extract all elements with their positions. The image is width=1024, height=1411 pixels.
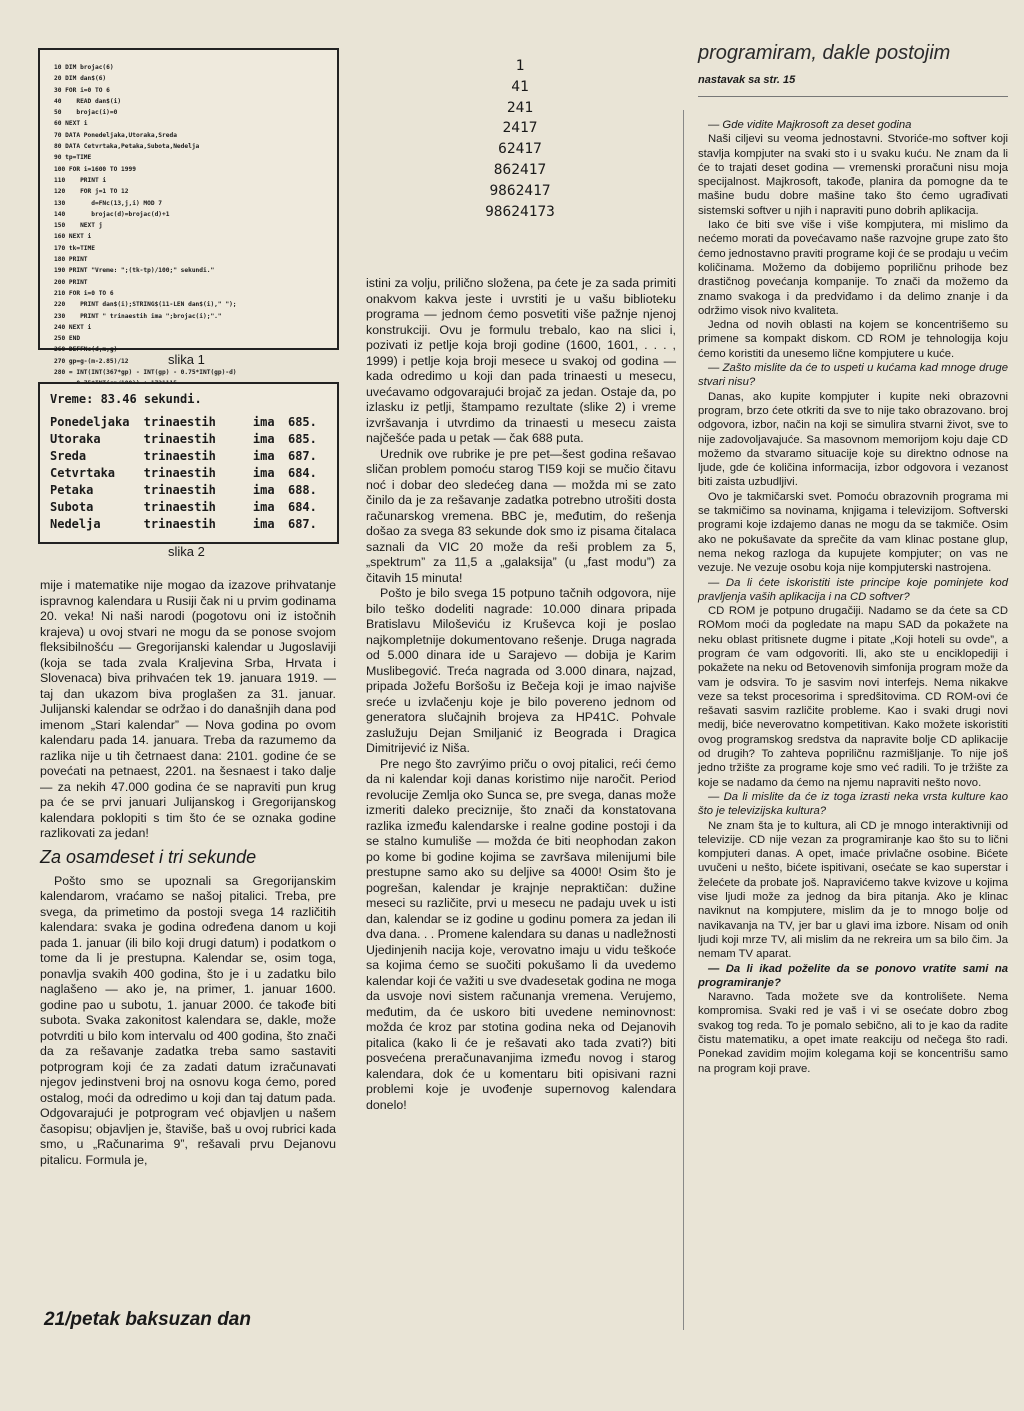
question-1: — Gde vidite Majkrosoft za deset godina [708, 119, 912, 131]
listing-line: 160 NEXT i [54, 233, 92, 241]
listing-line: 230 PRINT " trinaestih ima ";brojac(i);"." [54, 312, 222, 320]
listing-line: 100 FOR i=1600 TO 1999 [54, 165, 136, 173]
results-ima: ima [252, 517, 275, 531]
figure-caption-1: slika 1 [168, 352, 205, 367]
results-day: Subota [50, 500, 94, 514]
listing-line: 50 brojac(i)=0 [54, 109, 118, 117]
question-2: — Zašto mislite da će to uspeti u kućama kad mnoge druge stvari nisu? [698, 362, 1008, 389]
listing-line: 150 NEXT j [54, 222, 103, 230]
results-count: 684. [287, 466, 317, 480]
answer-3: CD ROM je potpuno drugačiji. Nadamo se da ćete sa CD ROMom moći da pogledate na mapu SAD da pokažete na neku oblast pritisnete dugme i pitate „Koji hoteli su ovde”, a program će vam odgovoriti. Ili, ako ste u enciklopediji i pokažete na neku od Betovenovih simfonija program može da vam je odsvira. To je sasvim novi interfejs. Nema nikakve veze sa tekst procesorima i spredšitovima. CD ROM-ovi će rešavati sasvim različite probleme. Kao i svaki drugi novi medij, biće neverovatno kompetitivan. Kako možete iskoristiti ovog programskog sredstva da napravite bolje CD aplikacije od drugih? To zahteva popriličnu razmišljanje. To nije još jedno tržište za programe koje smo već radili. To je tržište za koje se nadamo da ćemo na njemu napraviti nešto novo. [698, 605, 1008, 789]
results-ima: ima [252, 483, 275, 497]
results-count: 685. [287, 415, 317, 429]
listing-line: 170 tk=TIME [54, 244, 95, 252]
listing-line: 60 NEXT i [54, 120, 88, 128]
results-ima: ima [252, 449, 275, 463]
results-ima: ima [252, 500, 275, 514]
pyramid-row: 41 [511, 78, 529, 95]
figure-caption-2: slika 2 [168, 544, 205, 559]
listing-line: 210 FOR i=0 TO 6 [54, 289, 114, 297]
middle-paragraph-3: Pošto je bilo svega 15 potpuno tačnih odgovora, nije bilo teško dodeliti nagrade: 10.000 dinara pripada Bratislavu Miloševiću iz Kruševca koji je poslao najkompletnije dokumentovano rešenje. Druga nagrada od 5.000 dinara ide u Sarajevo — dobija je Karim Muslibegović. Treća nagrada od 3.000 dinara, najzad, pripada Jožefu Boršošu iz Bečeja koji je imao najviše sreće u izvlačenju koje je bilo povereno jednom od generatora slučajnih brojeva za HP41C. Pohvale zaslužuju Dejan Smiljanić iz Beograda i Dragica Dimitrijević iz Niša. [366, 586, 676, 755]
listing-line: 90 tp=TIME [54, 154, 92, 162]
results-count: 685. [287, 432, 317, 446]
results-ima: ima [252, 415, 275, 429]
results-count: 684. [287, 500, 317, 514]
left-column [40, 578, 336, 1168]
program-listing [40, 50, 337, 390]
listing-line: 140 brojac(d)=brojac(d)+1 [54, 210, 170, 218]
answer-1b: Iako će biti sve više i više kompjutera, mi mislimo da nećemo morati da povećavamo naše razvojne grupe zato što ćemo jednostavno praviti programe koji će se prodaju u većim količinama. Možemo da dobijemo popriličnu prihode bez drastičnog povećanja kompanije. To znači da možemo da znamo svakoga i da predviđamo i da delimo znanje i da održimo visok nivo kvaliteta. [698, 219, 1008, 317]
results-row [40, 448, 337, 465]
results-count: 688. [287, 483, 317, 497]
article-title: programiram, dakle postojim [698, 42, 951, 64]
results-day: Petaka [50, 483, 94, 497]
answer-2b: Ovo je takmičarski svet. Pomoću obrazovnih programa mi se takmičimo sa novinama, knjigama i televizijom. Softverski programi koje izdajemo danas ne mogu da se takmiče. Osim ako ne pokušavate da sprečite da vam klinac postane glup, nema nekog razloga da kupujete kompjuter; on vas ne vezuje. Ne vezuje osobu koja nije kompjuterski nastrojena. [698, 490, 1008, 575]
listing-line: 80 DATA Cetvrtaka,Petaka,Subota,Nedelja [54, 143, 200, 151]
results-count: 687. [287, 449, 317, 463]
listing-line: 260 DEFFNc(d,m,g) [54, 346, 118, 354]
pyramid-row: 98624173 [485, 203, 555, 220]
listing-line: 110 PRINT i [54, 176, 107, 184]
answer-5: Naravno. Tada možete sve da kontrolišete. Nema kompromisa. Svaki red je vaš i vi se osećate dobro zbog svakog tog reda. To je pomalo sebično, ali to je kao da radite čistu matematiku, a opet imate reakciju od nečega što radi. Ponekad zavidim mojim kolegama koji se koncentrišu samo na program koji prave. [698, 991, 1008, 1075]
results-word: trinaestih [143, 432, 216, 446]
question-5: — Da li ikad poželite da se ponovo vratite sami na programiranje? [698, 962, 1008, 989]
answer-2: Danas, ako kupite kompjuter i kupite neki obrazovni program, brzo ćete otkriti da sve to nije tako obrazovano. broj odgovora, izbor, način na koji se simulira stvarni život, sve to nije zadovoljavajuće. Sa masovnom memorijom koju daje CD možemo da stvaramo situacije koje su direktno odnose na ljude, gde će količina informacija, izbor odgovora i vezanost biti zaista uzbudljivi. [698, 390, 1008, 489]
results-word: trinaestih [143, 415, 216, 429]
listing-line: 180 PRINT [54, 256, 88, 264]
left-paragraph-2: Pošto smo se upoznali sa Gregorijanskim kalendarom, vraćamo se našoj pitalici. Treba, pre svega, da primetimo da postoji svega 14 različitih kalendara: svaka je godina određena danom u koji pada 1. januar (ili bilo koji drugi datum) i podatkom o tome da li je prestupna. Kalendar se, osim toga, ponavlja svakih 400 godina, što je i u zadatku bilo naglašeno — ako je, na primer, 1. januar 1600. godine pao u subotu, 1. januar 2000. će takođe biti subota. Svaka zakonitost kalendara se, dakle, može potvrditi u bilo kom intervalu od 400 godina, što znači da za rešavanje zadatka treba samo sastaviti potprogram koji će za zadati datum izračunavati njegov jedinstveni broj na osnovu koga ćemo, pored ostalog, moći da odredimo u koji dan taj datum pada. Odgovarajući je potprogram već objavljen u našem časopisu; objavljen je, štaviše, baš u ovoj rubrici kada smo, u „Računarima 9”, rešavali prvu Dejanovu pitalicu. Formula je, [40, 873, 336, 1167]
listing-line: 220 PRINT dan$(i);STRING$(11-LEN dan$(i)," "); [54, 301, 237, 309]
results-word: trinaestih [143, 517, 216, 531]
results-word: trinaestih [143, 483, 216, 497]
question-4: — Da li mislite da će iz toga izrasti neka vrsta kulture kao što je televizijska kultura? [698, 790, 1008, 818]
pyramid-row: 1 [515, 58, 525, 74]
middle-paragraph-4: Pre nego što zavrýimo priču o ovoj pitalici, reći ćemo da ni kalendar koji danas koristimo nije naročit. Period revolucije Zemlja oko Sunca se, pre svega, danas može izmeriti daleko preciznije, što znači da konstatovana razlika između kalendarske i realne godine postoji i da se stalno kumuliše — možda će biti neophodan zakon po kome bi godine kojima se završava milenijumi bile prestupne samo ako su deljive sa 4000! Osim što je pogrešan, kalendar je krajnje nepraktičan: dužine meseci su različite, prvi u mesecu ne padaju uvek u isti dan, kalendar se iz godine u godinu pomera za jedan ili dva dana. . . Promene kalendara su danas u nadležnosti Ujedinjenih nacija koje, verovatno imaju u vidu teškoće sa kojima ćemo se suočiti pokušamo li da uvedemo kalendar koji će važiti u sve dvadesetak godina ne moga da usvoje novi sistem računanja vremena. Verujemo, međutim, da će uskoro biti uvedene neminovnost: možda će kroz par stotina godina neka od Dejanovih pitalica (kako li će je rešavati ako tada zvati?) biti posvećena preračunavanjima između novog i starog kalendara, dok će u komentaru biti opisivani razni problemi koje je uvođenje supernovog kalendara donelo! [366, 756, 676, 1112]
results-header: Vreme: 83.46 sekundi. [50, 392, 202, 406]
next-section-heading: 21/petak baksuzan dan [44, 1309, 251, 1330]
answer-1c: Jedna od novih oblasti na kojem se koncentrišemo su primene sa kompakt diskom. CD ROM je tehnologija koju ćemo koristiti da unesemo lične kompjutere u kuće. [698, 319, 1008, 360]
results-row [40, 465, 337, 482]
results-row [40, 499, 337, 516]
results-table [40, 414, 337, 533]
pyramid-row: 62417 [498, 141, 542, 158]
results-word: trinaestih [143, 449, 216, 463]
results-word: trinaestih [143, 466, 216, 480]
question-3: — Da li ćete iskoristiti iste principe koje pominjete kod pravljenja vaših aplikacija i na CD softver? [698, 576, 1008, 603]
listing-line: 280 = INT(INT(367*gp) - INT(gp) - 0.75*INT(gp)-d) [54, 369, 237, 377]
pyramid-row: 2417 [502, 120, 538, 137]
answer-1: Naši ciljevi su veoma jednostavni. Stvoriće-mo softver koji stavlja kompjuter na svaki sto i u svaku kuću. Ne znam da li će to trajati deset godina — vremenski proračuni nisu moja specijalnost. Majkrosoft, takođe, planira da pomogne da te mašine budu dobre mašine tako što ćemo ugrađivati sistemski softver u njih i napraviti puno dobrih aplikacija. [698, 133, 1008, 217]
listing-line: 190 PRINT "Vreme: ";(tk-tp)/100;" sekundi." [54, 267, 215, 275]
middle-column [366, 276, 676, 1113]
results-row [40, 414, 337, 431]
column-divider [683, 110, 684, 1330]
listing-line: 70 DATA Ponedeljaka,Utoraka,Sreda [54, 131, 177, 139]
middle-paragraph-1: istini za volju, prilično složena, pa ćete je za sada primiti onakvom kakva jeste i uvrstiti je u vašu biblioteku programa — jednom ćemo posvetiti više pažnje njenoj konstrukciji. Ovu je formulu trebalo, kao na slici i, pozivati iz petlje koja broji godine (1600, 1601, . . . , 1999) i petlje koja broji mesece u svakoj od godina — kada odredimo u koji dan pada trinaesti u mesecu, uvećavamo odgovarajući brojač za jedan. Ostaje da, po izlasku iz petlji, štampamo rezultate (slike 2) i vreme izvršavanja i utvrdimo da trinaesti u mesecu zaista najčešće pada u petak — čak 688 puta. [366, 276, 676, 445]
pyramid-row: 241 [506, 99, 534, 116]
answer-4: Ne znam šta je to kultura, ali CD je mnogo interaktivniji od televizije. CD nije vezan za programiranje kao što su to lični kompjuteri danas. A opet, imaće privlačne osobine. Bićete uvučeni u nešto, bićete ispitivani, osećate se kao superstar i želećete da probate još. Napravićemo takve kvizove u kojima vise ljudi može za jednog da bira pitanja. Ako je klinac naviknut na kompjutere, mislim da je to mnogo bolje od navikavanja na TV, jer bar u glavi ima izbore. Nisam od onih ljudi koji mrze TV, ali mislim da ne rekreira um sa bilo čim. Ja nemam TV aparat. [698, 819, 1008, 961]
section-heading: Za osamdeset i tri sekunde [40, 846, 257, 867]
article-continuation: nastavak sa str. 15 [698, 74, 796, 86]
middle-paragraph-2: Urednik ove rubrike je pre pet—šest godina rešavao sličan problem pomoću starog TI59 koji se mučio čitavu noć i dobar deo sledećeg dana — možda mi se zato činilo da je za rešavanje zadatka potrebno utrošiti dosta računarskog vremena. BBC je, međutim, do rešenja došao za svega 83 sekunde dok smo iz pisama čitalaca saznali da VIC 20 može da reši problem za 5, „spektrum” za 11,5 a „galaksija” (u „fast modu”) za čitavih 15 minuta! [366, 446, 676, 585]
results-ima: ima [252, 466, 275, 480]
pyramid-row: 9862417 [489, 182, 551, 199]
title-rule [698, 96, 1008, 97]
results-day: Sreda [50, 449, 87, 463]
listing-line: 120 FOR j=1 TO 12 [54, 188, 129, 196]
pyramid-row: 862417 [493, 161, 547, 178]
results-row [40, 516, 337, 533]
results-ima: ima [252, 432, 275, 446]
listing-line: 130 d=FNc(13,j,i) MOD 7 [54, 199, 163, 207]
listing-line: 10 DIM brojac(6) [54, 64, 114, 71]
number-pyramid [420, 56, 620, 222]
results-box [38, 382, 339, 544]
results-day: Ponedeljaka [50, 415, 130, 429]
right-column [698, 118, 1008, 1076]
results-day: Utoraka [50, 432, 101, 446]
listing-line: 20 DIM dan$(6) [54, 75, 107, 83]
results-day: Cetvrtaka [50, 466, 116, 480]
listing-line: 40 READ dan$(i) [54, 97, 122, 105]
listing-line: 240 NEXT i [54, 323, 92, 331]
results-row [40, 431, 337, 448]
results-row [40, 482, 337, 499]
listing-line: 270 gp=g-(m-2.85)/12 [54, 357, 129, 365]
left-paragraph-1: mije i matematike nije mogao da izazove prihvatanje ispravnog kalendara u Rusiji čak ni u prvim godinama 20. veka! Ni naši narodi (pogotovu oni iz istočnih krajeva) u ovoj stvari ne mogu da se ponose svojom fleksibilnošću — Gregorijanski kalendar u Jugoslaviji (koja se tada zvala Kraljevina Srba, Hrvata i Slovenaca) biva prihvaćen tek 19. januara 1919. — taj dan ukazom biva proglašen za 31. januar. Julijanski kalendar se održao i do današnjih dana pod imenom „Stari kalendar” — Nova godina po ovom kalendaru pada 14. januara. Treba da razumemo da razlika nije u tih četrnaest dana: 2101. godine će se povećati na petnaest, 2201. na šesnaest i tako dalje — za nekih 47.000 godina će se napraviti pun krug pa će se prvi januari Julijanskog i Gregorijanskog kalendara poklopiti s tim što će se oznaka godine razlikovati za jedan! [40, 578, 336, 840]
results-word: trinaestih [143, 500, 216, 514]
results-day: Nedelja [50, 517, 101, 531]
listing-line: 200 PRINT [54, 278, 88, 286]
listing-line: 250 END [54, 335, 81, 343]
results-count: 687. [287, 517, 317, 531]
listing-line: 30 FOR i=0 TO 6 [54, 86, 110, 94]
